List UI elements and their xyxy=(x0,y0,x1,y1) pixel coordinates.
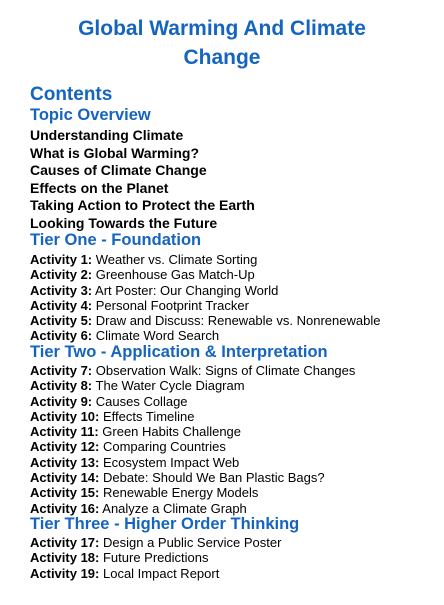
contents-heading: Contents xyxy=(30,84,113,105)
document-title xyxy=(0,14,444,72)
activity-text: Ecosystem Impact Web xyxy=(99,454,240,470)
activity-label: Activity 14: xyxy=(30,470,100,486)
activity-item xyxy=(30,455,440,470)
activity-item xyxy=(30,485,440,500)
activity-item xyxy=(30,439,440,454)
activity-text: Design a Public Service Poster xyxy=(99,535,282,550)
activity-text: Future Predictions xyxy=(99,550,209,566)
activity-text: Personal Footprint Tracker xyxy=(92,297,249,313)
tier-two-section xyxy=(30,343,440,516)
activity-text: The Water Cycle Diagram xyxy=(92,378,245,394)
activity-text: Draw and Discuss: Renewable vs. Nonrenewable xyxy=(92,313,381,329)
activity-label: Activity 17: xyxy=(30,535,100,550)
tier-two-heading: Tier Two - Application & Interpretation xyxy=(30,343,328,361)
activity-label: Activity 9: xyxy=(30,393,93,409)
activity-item xyxy=(30,252,440,267)
activity-label: Activity 1: xyxy=(30,252,93,267)
activity-label: Activity 8: xyxy=(30,378,93,394)
activity-text: Green Habits Challenge xyxy=(98,424,242,440)
activity-label: Activity 6: xyxy=(30,328,93,344)
activity-item xyxy=(30,283,440,298)
activity-text: Debate: Should We Ban Plastic Bags? xyxy=(99,470,325,486)
tier-one-section xyxy=(30,231,440,344)
activity-label: Activity 2: xyxy=(30,267,93,283)
activity-item xyxy=(30,363,440,378)
activity-item xyxy=(30,566,440,581)
activity-label: Activity 7: xyxy=(30,363,93,378)
activity-text: Greenhouse Gas Match-Up xyxy=(92,267,255,283)
activity-item xyxy=(30,535,440,550)
activity-item xyxy=(30,313,440,328)
activity-item xyxy=(30,298,440,313)
overview-item: Understanding Climate xyxy=(30,127,184,143)
topic-overview-section xyxy=(30,106,440,233)
activity-item xyxy=(30,378,440,393)
activity-item xyxy=(30,424,440,439)
activity-text: Comparing Countries xyxy=(99,439,226,455)
document-title-line-2: Change xyxy=(183,46,261,69)
overview-item: Taking Action to Protect the Earth xyxy=(30,197,255,214)
activity-item xyxy=(30,328,440,343)
activity-item xyxy=(30,394,440,409)
tier-three-heading: Tier Three - Higher Order Thinking xyxy=(30,515,300,533)
activity-item xyxy=(30,267,440,282)
tier-one-heading: Tier One - Foundation xyxy=(30,231,202,249)
activity-label: Activity 10: xyxy=(30,408,100,424)
activity-item xyxy=(30,409,440,424)
document-title-line-1: Global Warming And Climate xyxy=(78,17,366,40)
activity-label: Activity 12: xyxy=(30,439,100,455)
activity-text: Art Poster: Our Changing World xyxy=(92,282,279,298)
overview-item: Causes of Climate Change xyxy=(30,162,207,179)
activity-text: Effects Timeline xyxy=(99,408,195,424)
activity-text: Renewable Energy Models xyxy=(99,485,259,501)
activity-text: Local Impact Report xyxy=(99,565,220,581)
activity-label: Activity 16: xyxy=(30,500,100,516)
activity-text: Weather vs. Climate Sorting xyxy=(92,252,258,267)
activity-label: Activity 4: xyxy=(30,297,93,313)
activity-label: Activity 5: xyxy=(30,313,93,329)
activity-item xyxy=(30,550,440,565)
topic-overview-heading: Topic Overview xyxy=(30,106,151,124)
activity-label: Activity 13: xyxy=(30,454,100,470)
overview-item: Effects on the Planet xyxy=(30,179,169,196)
activity-label: Activity 11: xyxy=(30,424,99,440)
overview-item: What is Global Warming? xyxy=(30,144,200,161)
activity-text: Causes Collage xyxy=(92,393,188,409)
activity-label: Activity 3: xyxy=(30,282,93,298)
activity-label: Activity 15: xyxy=(30,485,100,501)
activity-text: Analyze a Climate Graph xyxy=(99,500,247,516)
overview-item: Looking Towards the Future xyxy=(30,214,218,231)
activity-item xyxy=(30,501,440,516)
activity-label: Activity 18: xyxy=(30,550,100,566)
activity-label: Activity 19: xyxy=(30,565,100,581)
activity-item xyxy=(30,470,440,485)
activity-text: Observation Walk: Signs of Climate Changes xyxy=(92,363,356,378)
tier-three-section xyxy=(30,515,440,581)
activity-text: Climate Word Search xyxy=(92,328,220,344)
